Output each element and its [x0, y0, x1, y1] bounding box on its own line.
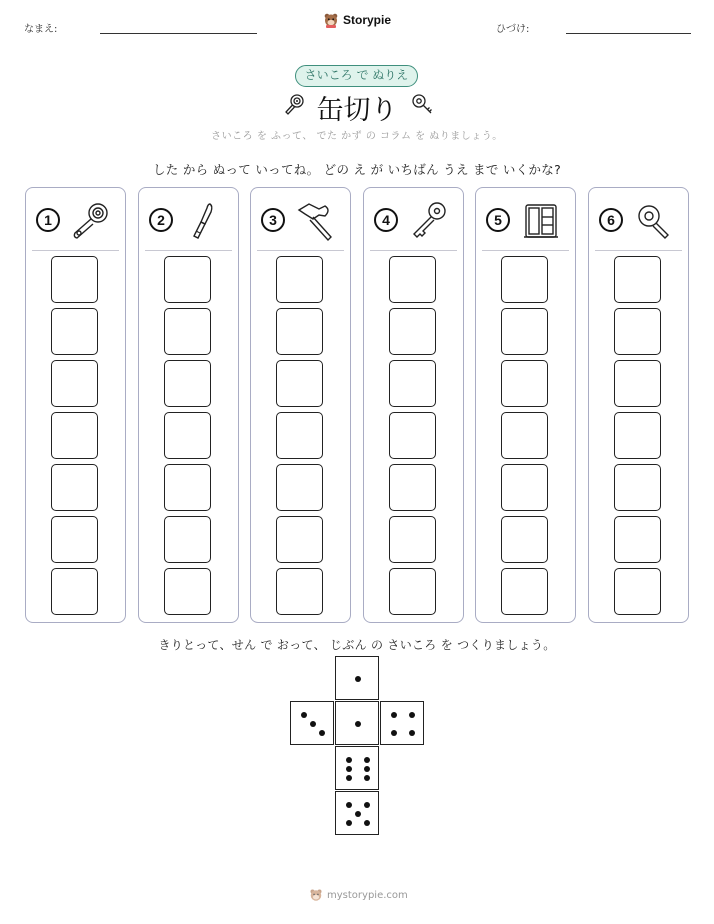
column-number: 4 [374, 208, 398, 232]
column-1 [25, 187, 126, 623]
dice-pip [346, 802, 352, 808]
color-cell[interactable] [164, 308, 211, 355]
color-cell[interactable] [164, 412, 211, 459]
color-cell[interactable] [276, 360, 323, 407]
color-cell[interactable] [614, 464, 661, 511]
color-cell[interactable] [501, 516, 548, 563]
color-cell[interactable] [389, 308, 436, 355]
color-cell[interactable] [389, 516, 436, 563]
color-cell[interactable] [389, 256, 436, 303]
color-cell[interactable] [614, 308, 661, 355]
dice-net [290, 656, 426, 836]
color-cell[interactable] [51, 464, 98, 511]
knife-icon [183, 200, 225, 242]
dice-face [335, 701, 379, 745]
dice-pip [409, 712, 415, 718]
color-cell[interactable] [389, 412, 436, 459]
dice-pip [364, 757, 370, 763]
color-cell[interactable] [614, 256, 661, 303]
color-cell[interactable] [276, 256, 323, 303]
key-icon [408, 200, 450, 242]
color-cell[interactable] [501, 360, 548, 407]
column-divider [145, 250, 232, 251]
column-6 [588, 187, 689, 623]
dice-face [380, 701, 424, 745]
bear-logo-icon [323, 12, 339, 28]
column-number: 5 [486, 208, 510, 232]
color-cell[interactable] [51, 568, 98, 615]
dice-pip [355, 811, 361, 817]
dice-pip [346, 766, 352, 772]
dice-face [290, 701, 334, 745]
column-divider [482, 250, 569, 251]
color-cell[interactable] [501, 308, 548, 355]
hammer-icon [295, 200, 337, 242]
color-cell[interactable] [164, 360, 211, 407]
color-cell[interactable] [164, 516, 211, 563]
dice-pip [364, 775, 370, 781]
brand-name: Storypie [343, 13, 392, 27]
dice-pip [364, 802, 370, 808]
column-number: 2 [149, 208, 173, 232]
column-number: 1 [36, 208, 60, 232]
title-key-icon [410, 92, 434, 116]
column-divider [32, 250, 119, 251]
dice-pip [364, 820, 370, 826]
color-cell[interactable] [164, 568, 211, 615]
color-cell[interactable] [51, 412, 98, 459]
color-cell[interactable] [614, 412, 661, 459]
dice-face [335, 791, 379, 835]
column-divider [257, 250, 344, 251]
color-cell[interactable] [51, 308, 98, 355]
can-opener-key-icon [633, 200, 675, 242]
color-cell[interactable] [51, 360, 98, 407]
column-5 [475, 187, 576, 623]
bear-logo-icon [309, 888, 323, 902]
color-cell[interactable] [276, 464, 323, 511]
dice-face [335, 656, 379, 700]
cut-instruction: きりとって、せん で おって、 じぶん の さいころ を つくりましょう。 [158, 638, 556, 652]
color-cell[interactable] [389, 568, 436, 615]
color-cell[interactable] [501, 464, 548, 511]
dice-pip [364, 766, 370, 772]
name-label: なまえ: [24, 24, 58, 35]
dice-pip [355, 721, 361, 727]
dice-pip [319, 730, 325, 736]
color-cell[interactable] [276, 412, 323, 459]
name-line [100, 33, 257, 34]
dice-pip [391, 730, 397, 736]
column-2 [138, 187, 239, 623]
color-cell[interactable] [276, 516, 323, 563]
instruction: した から ぬって いってね。 どの え が いちばん うえ まで いくかな? [152, 162, 562, 177]
footer [309, 888, 408, 902]
can-opener-icon [70, 200, 112, 242]
color-cell[interactable] [501, 568, 548, 615]
date-line [566, 33, 691, 34]
column-number: 3 [261, 208, 285, 232]
color-cell[interactable] [389, 360, 436, 407]
column-divider [370, 250, 457, 251]
dice-pip [391, 712, 397, 718]
dice-pip [310, 721, 316, 727]
cabinet-icon [520, 200, 562, 242]
page-title: 缶切り [316, 95, 398, 126]
column-divider [595, 250, 682, 251]
dice-pip [355, 676, 361, 682]
dice-face [335, 746, 379, 790]
color-cell[interactable] [614, 516, 661, 563]
subtitle: さいころ を ふって、 でた かず の コラム を ぬりましょう。 [211, 131, 503, 142]
activity-badge: さいころ で ぬりえ [295, 65, 418, 87]
color-cell[interactable] [501, 256, 548, 303]
color-cell[interactable] [614, 360, 661, 407]
color-cell[interactable] [164, 256, 211, 303]
brand-logo [323, 12, 391, 28]
column-number: 6 [599, 208, 623, 232]
color-cell[interactable] [51, 256, 98, 303]
color-cell[interactable] [51, 516, 98, 563]
footer-url: mystorypie.com [327, 889, 408, 901]
dice-pip [346, 775, 352, 781]
dice-pip [346, 757, 352, 763]
color-cell[interactable] [501, 412, 548, 459]
color-cell[interactable] [164, 464, 211, 511]
column-4 [363, 187, 464, 623]
dice-pip [301, 712, 307, 718]
column-3 [250, 187, 351, 623]
dice-pip [409, 730, 415, 736]
color-cell[interactable] [614, 568, 661, 615]
date-label: ひづけ: [496, 24, 530, 35]
dice-pip [346, 820, 352, 826]
color-cell[interactable] [389, 464, 436, 511]
color-cell[interactable] [276, 568, 323, 615]
color-cell[interactable] [276, 308, 323, 355]
